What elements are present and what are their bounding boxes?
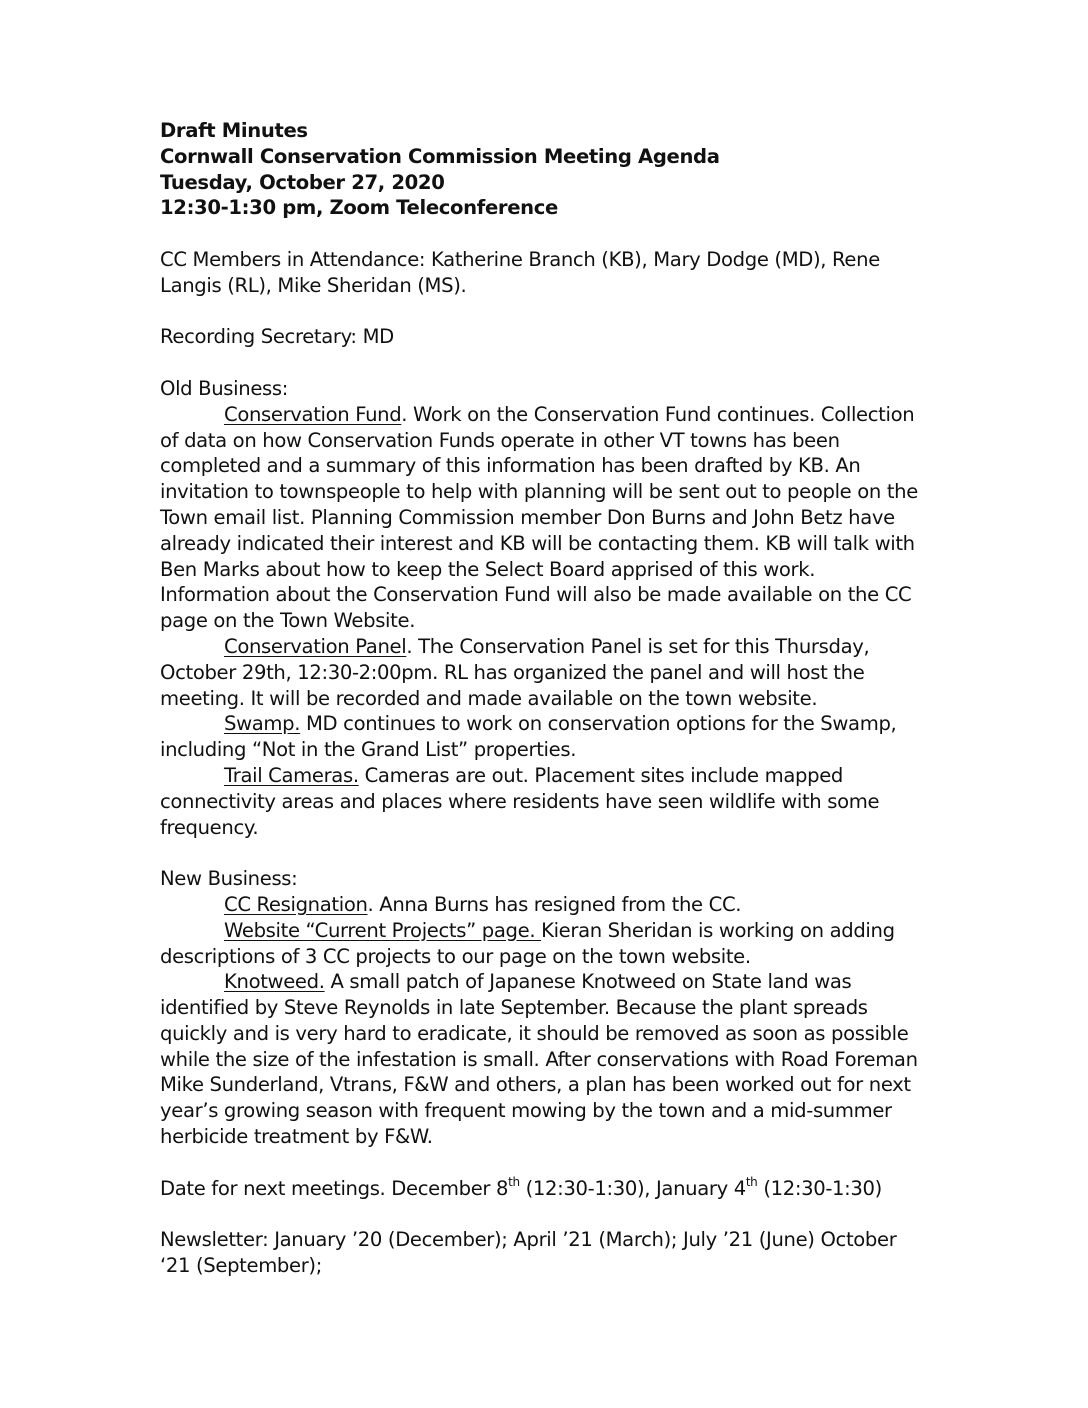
ordinal-suffix: th — [508, 1175, 520, 1190]
new-business-section — [160, 866, 930, 1150]
spacer — [160, 1201, 930, 1227]
agenda-item-knotweed — [160, 969, 930, 1150]
item-text: Cameras are out. Placement sites include mapped connectivity areas and places where residents have seen wildlife with some frequency. — [160, 763, 880, 839]
item-title: CC Resignation — [224, 892, 368, 916]
agenda-item-cc-resignation — [160, 892, 930, 918]
agenda-item-website-page — [160, 918, 930, 970]
item-text: MD continues to work on conservation options for the Swamp, including “Not in the Grand List” properties. — [160, 712, 897, 762]
next-meetings — [160, 1176, 930, 1202]
document-title: Cornwall Conservation Commission Meeting Agenda — [160, 144, 720, 168]
attendance: CC Members in Attendance: Katherine Branch (KB), Mary Dodge (MD), Rene Langis (RL), Mike Sheridan (MS). — [160, 247, 880, 297]
section-heading: Old Business: — [160, 376, 288, 400]
section-heading: New Business: — [160, 867, 298, 891]
old-business-section — [160, 376, 930, 840]
item-title: Swamp. — [224, 712, 301, 736]
agenda-item-conservation-panel — [160, 634, 930, 711]
ordinal-suffix: th — [745, 1175, 758, 1190]
meeting-time-location: 12:30-1:30 pm, Zoom Teleconference — [160, 196, 558, 220]
item-title: Conservation Panel — [224, 634, 407, 658]
spacer — [160, 350, 930, 376]
item-title: Conservation Fund — [224, 402, 402, 426]
next-meetings-text: Date for next meetings. December 8 — [160, 1176, 509, 1200]
document-status: Draft Minutes — [160, 119, 308, 142]
item-title: Knotweed. — [224, 970, 325, 994]
spacer — [160, 221, 930, 247]
item-text: . Work on the Conservation Fund continues. Collection of data on how Conservation Funds operate in other VT towns has been completed and a summary of this information has been drafted by KB. An invitation to townspeople to help with planning will be sent out to people on the Town email list. Planning Commission member Don Burns and John Betz have already indicated their interest and KB will be contacting them. KB will talk with Ben Marks about how to keep the Select Board apprised of this work. Information about the Conservation Fund will also be made available on the CC page on the Town Website. — [160, 402, 918, 633]
agenda-item-trail-cameras — [160, 763, 930, 840]
item-text: Kieran Sheridan is working on adding descriptions of 3 CC projects to our page on the town website. — [160, 918, 895, 968]
spacer — [160, 1150, 930, 1176]
newsletter-schedule: Newsletter: January ’20 (December); April ’21 (March); July ’21 (June) October ‘21 (September); — [160, 1228, 897, 1278]
item-text: . The Conservation Panel is set for this Thursday, October 29th, 12:30-2:00pm. RL has organized the panel and will host the meeting. It will be recorded and made available on the town website. — [160, 634, 870, 710]
item-title: Trail Cameras. — [224, 763, 359, 787]
next-meetings-text: (12:30-1:30), January 4 — [519, 1176, 746, 1200]
agenda-item-swamp — [160, 711, 930, 763]
meeting-date: Tuesday, October 27, 2020 — [160, 170, 445, 194]
spacer — [160, 840, 930, 866]
agenda-item-conservation-fund — [160, 402, 930, 634]
item-text: A small patch of Japanese Knotweed on State land was identified by Steve Reynolds in late September. Because the plant spreads quickly and is very hard to eradicate, it should be removed as soon as possible while the size of the infestation is small. After conservations with Road Foreman Mike Sunderland, Vtrans, F&W and others, a plan has been worked out for next year’s growing season with frequent mowing by the town and a mid-summer herbicide treatment by F&W. — [160, 970, 918, 1149]
item-title: Website “Current Projects” page. — [224, 918, 542, 942]
document-header — [160, 118, 930, 221]
next-meetings-text: (12:30-1:30) — [757, 1176, 882, 1200]
recording-secretary: Recording Secretary: MD — [160, 325, 394, 349]
minutes-document — [160, 118, 930, 1279]
spacer — [160, 299, 930, 325]
item-text: . Anna Burns has resigned from the CC. — [367, 892, 742, 916]
